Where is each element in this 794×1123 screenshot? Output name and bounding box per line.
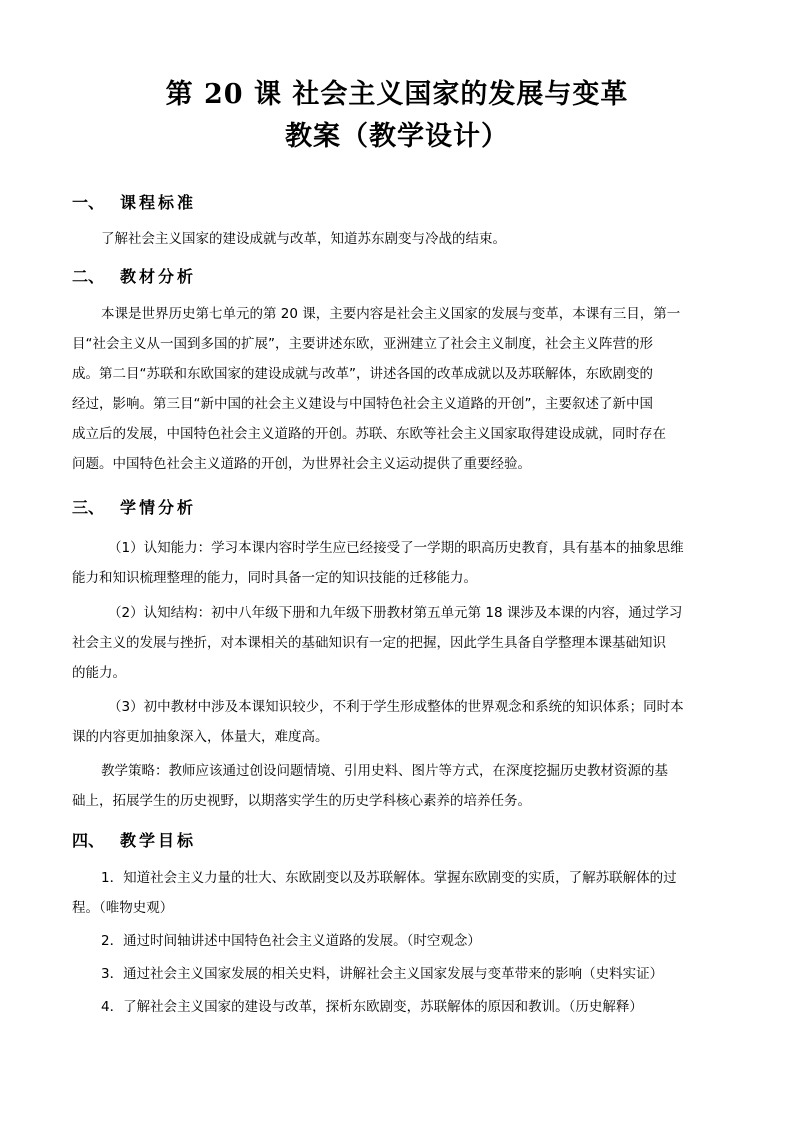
paragraph-line: （2）认知结构：初中八年级下册和九年级下册教材第五单元第 18 课涉及本课的内容，通过学习 xyxy=(108,605,683,621)
paragraph-line: 本课是世界历史第七单元的第 20 课，主要内容是社会主义国家的发展与变革，本课有三目，第一 xyxy=(101,306,681,322)
list-item: 2．通过时间轴讲述中国特色社会主义道路的发展。（时空观念） xyxy=(101,933,481,949)
section-title: 课程标准 xyxy=(120,193,197,212)
paragraph-line: 能力和知识梳理整理的能力，同时具备一定的知识技能的迁移能力。 xyxy=(72,570,477,586)
list-item: 3．通过社会主义国家发展的相关史料，讲解社会主义国家发展与变革带来的影响（史料实证） xyxy=(101,966,664,982)
paragraph-line: 目“社会主义从一国到多国的扩展”，主要讲述东欧，亚洲建立了社会主义制度，社会主义阵营的形 xyxy=(72,336,653,352)
list-item: 4．了解社会主义国家的建设与改革，探析东欧剧变，苏联解体的原因和教训。（历史解释） xyxy=(101,999,643,1015)
document-subtitle: 教案（教学设计） xyxy=(285,121,509,152)
paragraph-line: 成立后的发展，中国特色社会主义道路的开创。苏联、东欧等社会主义国家取得建设成就，同时存在 xyxy=(72,426,666,442)
section-heading-learner-analysis xyxy=(72,497,196,519)
section-number: 三、 xyxy=(72,498,105,517)
section-number: 四、 xyxy=(72,831,105,850)
section-heading-curriculum-standard xyxy=(72,192,196,214)
section-number: 二、 xyxy=(72,267,105,286)
list-item: 1．知道社会主义力量的壮大、东欧剧变以及苏联解体。掌握东欧剧变的实质，了解苏联解体的过 xyxy=(101,870,677,886)
paragraph-line: 问题。中国特色社会主义道路的开创，为世界社会主义运动提供了重要经验。 xyxy=(72,456,531,472)
paragraph-line: 社会主义的发展与挫折，对本课相关的基础知识有一定的把握，因此学生具备自学整理本课基础知识 xyxy=(72,635,666,651)
section-heading-teaching-objectives xyxy=(72,830,196,852)
paragraph-line: 了解社会主义国家的建设成就与改革，知道苏东剧变与冷战的结束。 xyxy=(101,231,506,247)
paragraph-line: 础上，拓展学生的历史视野，以期落实学生的历史学科核心素养的培养任务。 xyxy=(72,793,531,809)
document-title: 第 20 课 社会主义国家的发展与变革 xyxy=(165,79,629,110)
section-heading-textbook-analysis xyxy=(72,266,196,288)
list-item-continuation: 程。（唯物史观） xyxy=(72,900,174,916)
paragraph-line: （1）认知能力：学习本课内容时学生应已经接受了一学期的职高历史教育，具有基本的抽象思维 xyxy=(108,540,684,556)
paragraph-line: 教学策略：教师应该通过创设问题情境、引用史料、图片等方式，在深度挖掘历史教材资源的基 xyxy=(101,763,668,779)
section-title: 学情分析 xyxy=(120,498,197,517)
section-number: 一、 xyxy=(72,193,105,212)
section-title: 教学目标 xyxy=(120,831,197,850)
section-title: 教材分析 xyxy=(120,267,197,286)
paragraph-line: 经过，影响。第三目“新中国的社会主义建设与中国特色社会主义道路的开创”，主要叙述了新中国 xyxy=(72,396,653,412)
paragraph-line: 课的内容更加抽象深入，体量大，难度高。 xyxy=(72,729,329,745)
paragraph-line: （3）初中教材中涉及本课知识较少，不利于学生形成整体的世界观念和系统的知识体系；同时本 xyxy=(108,699,684,715)
paragraph-line: 成。第二目“苏联和东欧国家的建设成就与改革”，讲述各国的改革成就以及苏联解体，东欧剧变的 xyxy=(72,366,653,382)
paragraph-line: 的能力。 xyxy=(72,665,126,681)
